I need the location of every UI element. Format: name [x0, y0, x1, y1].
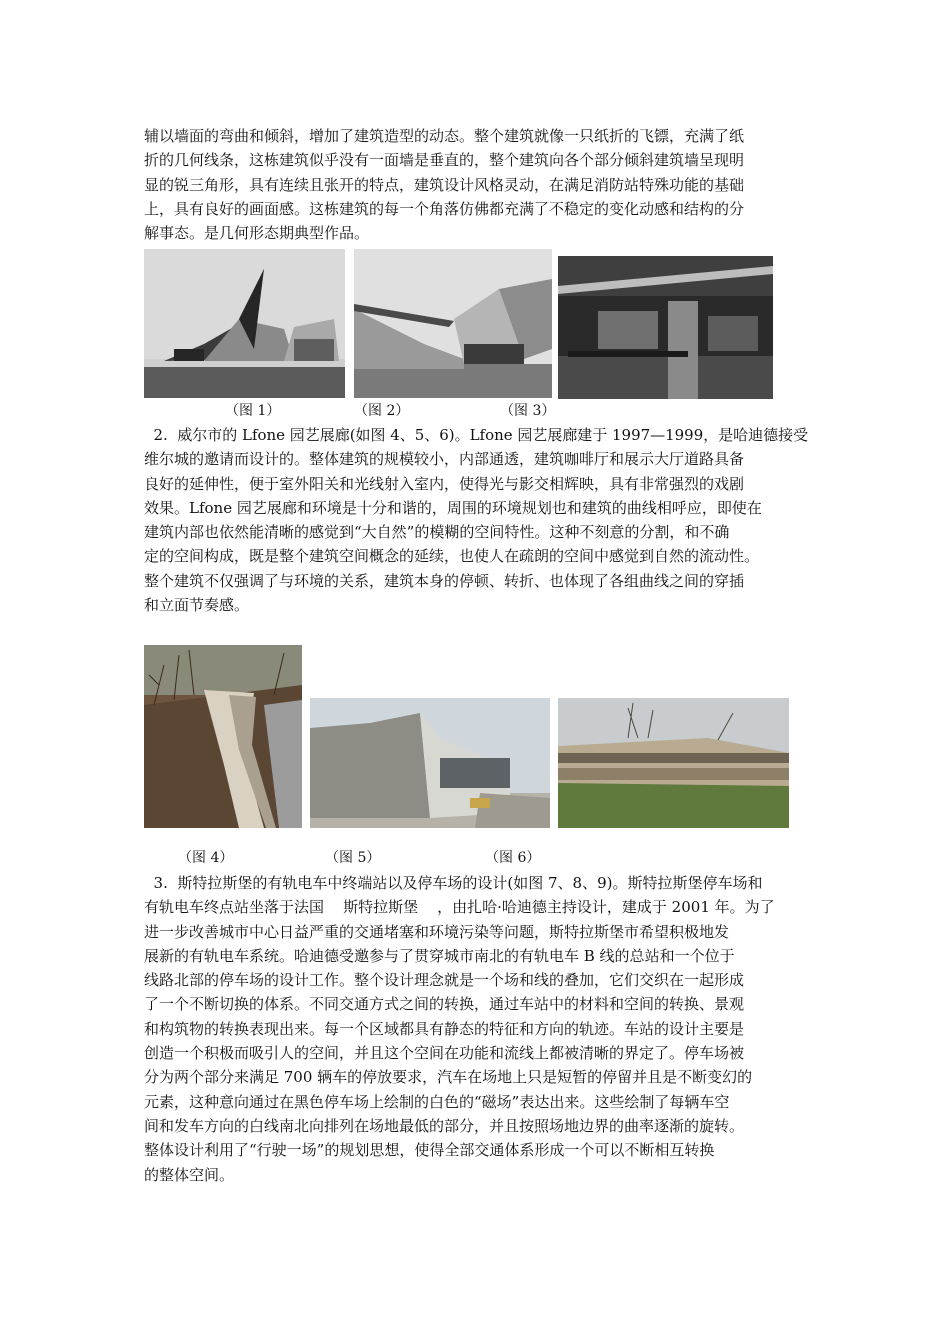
text-line: 定的空间构成，既是整个建筑空间概念的延续，也使人在疏朗的空间中感觉到自然的流动性。	[144, 547, 760, 566]
text-line: 间和发车方向的白线南北向排列在场地最低的部分，并且按照场地边界的曲率逐渐的旋转。	[144, 1116, 745, 1135]
figure-6-caption: （图 6）	[485, 850, 541, 866]
figure-6-image	[558, 698, 789, 828]
figure-5-caption: （图 5）	[325, 850, 381, 866]
figure-4-image	[144, 645, 302, 828]
text-line: 良好的延伸性，便于室外阳关和光线射入室内，使得光与影交相辉映，具有非常强烈的戏剧	[144, 474, 745, 493]
paragraph-lfone-pavilion	[144, 423, 808, 617]
text-line: 创造一个积极而吸引人的空间，并且这个空间在功能和流线上都被清晰的界定了。停车场被	[144, 1044, 745, 1063]
text-line: 显的锐三角形，具有连续且张开的特点，建筑设计风格灵动，在满足消防站特殊功能的基础	[144, 175, 745, 194]
figure-2-image	[354, 249, 552, 398]
text-line: 2. 威尔市的 Lfone 园艺展廊(如图 4、5、6)。Lfone 园艺展廊建于 1997—1999，是哈迪德接受	[144, 426, 809, 444]
text-line: 维尔城的邀请而设计的。整体建筑的规模较小，内部通透，建筑咖啡厅和展示大厅道路具备	[144, 450, 745, 469]
text-line: 解事态。是几何形态期典型作品。	[144, 224, 370, 243]
figure-5-image	[310, 698, 550, 828]
text-line: 上，具有良好的画面感。这栋建筑的每一个角落仿佛都充满了不稳定的变化动感和结构的分	[144, 199, 745, 218]
text-line: 线路北部的停车场的设计工作。整个设计理念就是一个场和线的叠加，它们交织在一起形成	[144, 971, 745, 990]
text-line: 的整体空间。	[144, 1165, 235, 1184]
text-line: 展新的有轨电车系统。哈迪德受邀参与了贯穿城市南北的有轨电车 B 线的总站和一个位于	[144, 946, 735, 965]
text-line: 建筑内部也依然能清晰的感觉到“大自然”的模糊的空间特性。这种不刻意的分割，和不确	[144, 523, 730, 542]
text-line: 整体设计利用了“行驶一场”的规划思想，使得全部交通体系形成一个可以不断相互转换	[144, 1141, 715, 1160]
text-line: 分为两个部分来满足 700 辆车的停放要求，汽车在场地上只是短暂的停留并且是不断变幻的	[144, 1068, 753, 1087]
figure-4-caption: （图 4）	[178, 850, 234, 866]
text-line: 效果。Lfone 园艺展廊和环境是十分和谐的，周围的环境规划也和建筑的曲线相呼应，即使在	[144, 498, 762, 517]
text-line: 辅以墙面的弯曲和倾斜，增加了建筑造型的动态。整个建筑就像一只纸折的飞镖，充满了纸	[144, 127, 745, 145]
paragraph-strasbourg-terminal	[144, 871, 808, 1187]
text-line: 折的几何线条，这栋建筑似乎没有一面墙是垂直的，整个建筑向各个部分倾斜建筑墙呈现明	[144, 151, 745, 170]
text-line: 和立面节奏感。	[144, 596, 250, 615]
figure-2-caption: （图 2）	[354, 403, 410, 419]
text-line: 进一步改善城市中心日益严重的交通堵塞和环境污染等问题，斯特拉斯堡市希望积极地发	[144, 922, 730, 941]
figure-3-image	[558, 256, 773, 399]
figure-3-caption: （图 3）	[500, 403, 556, 419]
figure-1-caption: （图 1）	[225, 403, 281, 419]
text-line: 了一个不断切换的体系。不同交通方式之间的转换，通过车站中的材料和空间的转换、景观	[144, 995, 745, 1014]
text-line: 整个建筑不仅强调了与环境的关系，建筑本身的停顿、转折、也体现了各组曲线之间的穿插	[144, 571, 745, 590]
text-line: 3. 斯特拉斯堡的有轨电车中终端站以及停车场的设计(如图 7、8、9)。斯特拉斯堡停车场和	[144, 874, 763, 892]
paragraph-fire-station	[144, 124, 808, 245]
text-line: 元素，这种意向通过在黑色停车场上绘制的白色的“磁场”表达出来。这些绘制了每辆车空	[144, 1092, 730, 1111]
text-line: 和构筑物的转换表现出来。每一个区域都具有静态的特征和方向的轨迹。车站的设计主要是	[144, 1019, 745, 1038]
text-line: 有轨电车终点站坐落于法国 斯特拉斯堡 ，由扎哈·哈迪德主持设计，建成于 2001 年。为了	[144, 898, 775, 917]
figure-1-image	[144, 249, 345, 398]
